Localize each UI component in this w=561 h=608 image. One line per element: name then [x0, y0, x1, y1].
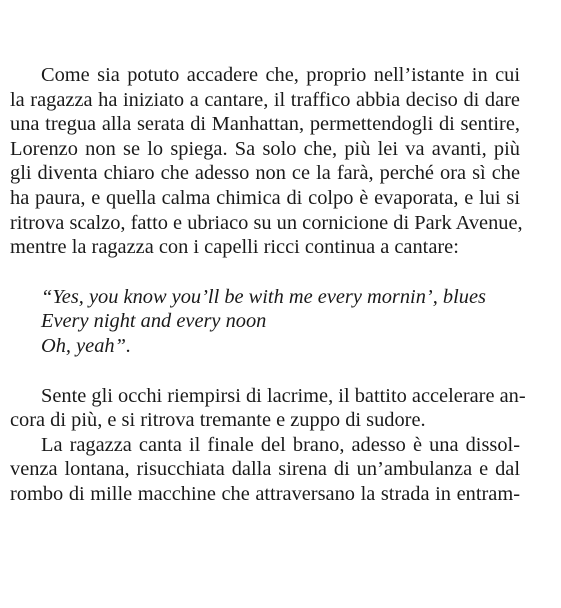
quote-line: Every night and every noon: [41, 310, 267, 333]
paragraph-2: [10, 384, 526, 433]
text-line: la ragazza ha iniziato a cantare, il traffico abbia deciso di dare: [10, 88, 520, 111]
song-quote: [10, 285, 520, 359]
paragraph-1: [10, 63, 523, 260]
paragraph-gap: [10, 260, 520, 285]
text-line: gli diventa chiaro che adesso non ce la farà, perché ora sì che: [10, 162, 520, 185]
text-line: ritrova scalzo, fatto e ubriaco su un cornicione di Park Avenue,: [10, 211, 523, 234]
text-line: mentre la ragazza con i capelli ricci continua a cantare:: [10, 236, 459, 259]
book-page: [10, 63, 526, 507]
quote-line: “Yes, you know you’ll be with me every mornin’, blues: [41, 285, 486, 308]
text-line: venza lontana, risucchiata dalla sirena di un’ambulanza e dal: [10, 458, 520, 481]
text-line: Sente gli occhi riempirsi di lacrime, il battito accelerare an-: [41, 384, 526, 407]
text-line: Come sia potuto accadere che, proprio nell’istante in cui: [41, 64, 520, 86]
paragraph-gap: [10, 359, 520, 384]
text-line: ha paura, e quella calma chimica di colpo è evaporata, e lui si: [10, 186, 520, 209]
text-line: una tregua alla serata di Manhattan, permettendogli di sentire,: [10, 113, 520, 136]
text-line: cora di più, e si ritrova tremante e zuppo di sudore.: [10, 409, 426, 432]
text-line: Lorenzo non se lo spiega. Sa solo che, più lei va avanti, più: [10, 137, 520, 160]
paragraph-3: [10, 433, 520, 507]
quote-line: Oh, yeah”.: [41, 334, 132, 357]
text-line: rombo di mille macchine che attraversano la strada in entram-: [10, 482, 520, 505]
text-line: La ragazza canta il finale del brano, adesso è una dissol-: [41, 433, 520, 456]
